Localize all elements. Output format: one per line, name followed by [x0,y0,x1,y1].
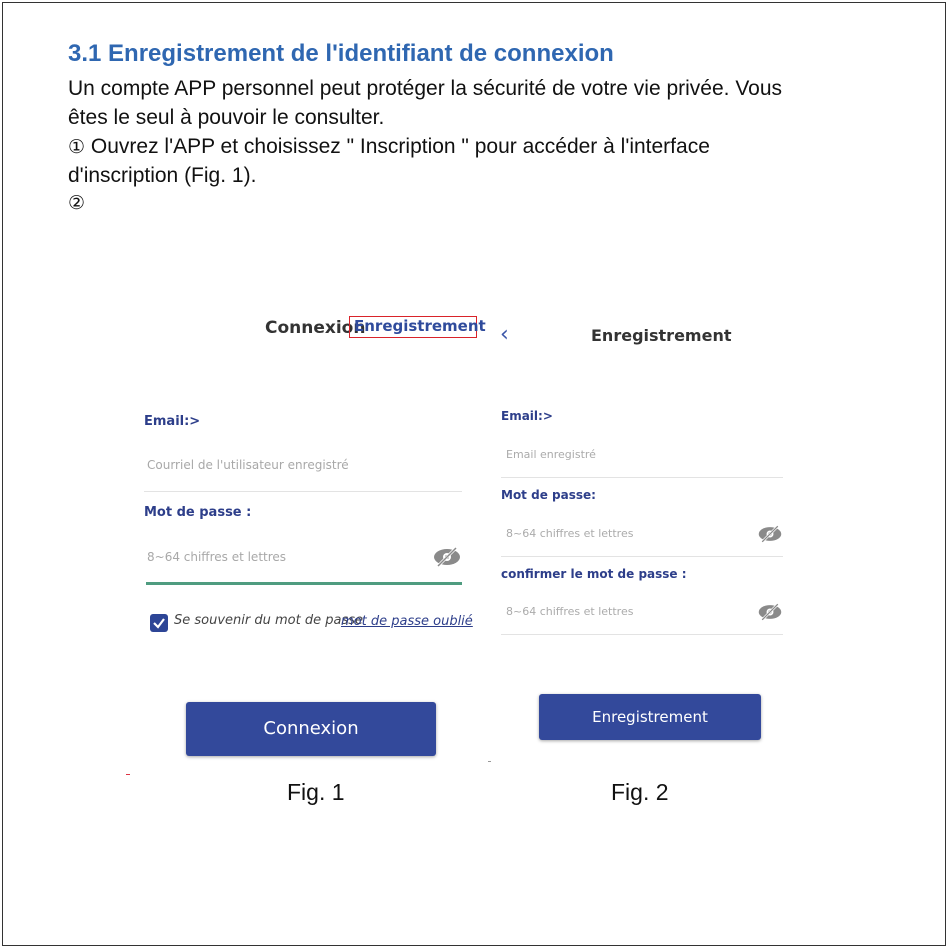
password-input[interactable]: 8~64 chiffres et lettres [147,550,287,564]
back-chevron-icon[interactable]: ‹ [500,322,509,347]
email-underline [501,477,783,478]
step-1-line-1 [68,135,710,159]
confirm-password-underline [501,634,783,635]
email-input[interactable]: Courriel de l'utilisateur enregistré [147,458,349,472]
remember-checkbox[interactable] [150,614,168,632]
paragraph-line-1: Un compte APP personnel peut protéger la sécurité de votre vie privée. Vous [68,77,783,100]
remember-label: Se souvenir du mot de passe [174,613,363,628]
eye-slash-icon[interactable] [757,602,783,622]
corner-mark [488,761,491,762]
eye-slash-icon[interactable] [432,546,462,568]
step-1-text: Ouvrez l'APP et choisissez " Inscription " pour accéder à l'interface [85,135,710,158]
forgot-password-link[interactable]: mot de passe oublié [341,614,473,629]
section-heading: 3.1 Enregistrement de l'identifiant de connexion [68,40,614,67]
step-2-marker-glyph: ② [68,192,86,214]
password-underline [501,556,783,557]
confirm-password-input[interactable]: 8~64 chiffres et lettres [506,605,634,618]
email-input[interactable]: Email enregistré [506,448,596,461]
password-label: Mot de passe: [501,488,596,502]
login-button[interactable]: Connexion [186,702,436,756]
register-button[interactable]: Enregistrement [539,694,761,740]
register-title: Enregistrement [591,326,732,345]
step-1-line-2: d'inscription (Fig. 1). [68,164,257,187]
tab-enregistrement[interactable]: Enregistrement [349,316,477,338]
figure-1-caption: Fig. 1 [287,779,345,805]
email-label: Email:> [501,409,553,423]
step-1-marker: ① [68,136,86,158]
password-label: Mot de passe : [144,505,252,520]
confirm-password-label: confirmer le mot de passe : [501,567,687,581]
email-underline [144,491,462,492]
paragraph-line-2: êtes le seul à pouvoir le consulter. [68,106,385,129]
password-underline-focused [146,582,462,585]
password-input[interactable]: 8~64 chiffres et lettres [506,527,634,540]
eye-slash-icon[interactable] [757,524,783,544]
corner-mark [126,774,130,775]
checkmark-icon [150,614,168,632]
figure-2-caption: Fig. 2 [611,779,669,805]
email-label: Email:> [144,414,201,429]
step-2-marker [68,191,85,215]
tab-connexion[interactable]: Connexion [265,318,366,338]
